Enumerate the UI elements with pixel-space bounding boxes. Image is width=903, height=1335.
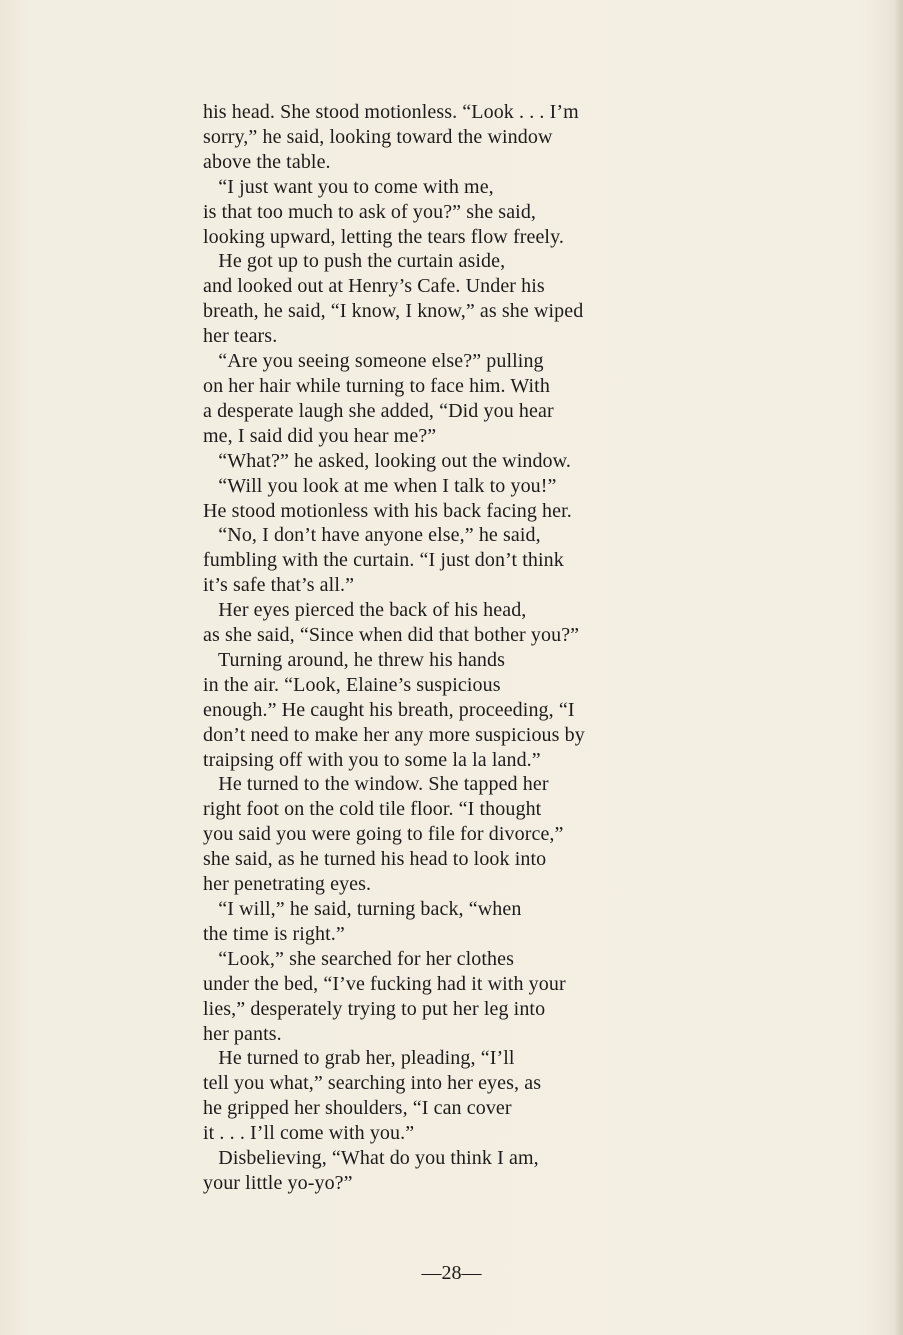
text-line: her pants. bbox=[203, 1022, 282, 1045]
text-line: right foot on the cold tile floor. “I thought bbox=[203, 798, 542, 821]
text-line: He turned to the window. She tapped her bbox=[203, 773, 549, 796]
text-line: Her eyes pierced the back of his head, bbox=[203, 599, 527, 622]
text-line: her tears. bbox=[203, 325, 278, 348]
text-line: on her hair while turning to face him. With bbox=[203, 374, 550, 397]
text-line: traipsing off with you to some la la land.” bbox=[203, 748, 541, 771]
text-line: as she said, “Since when did that bother you?” bbox=[203, 624, 580, 647]
text-line: Turning around, he threw his hands bbox=[203, 648, 506, 671]
text-line: her penetrating eyes. bbox=[203, 873, 372, 896]
text-line: “Are you seeing someone else?” pulling bbox=[203, 350, 544, 373]
text-line: tell you what,” searching into her eyes, as bbox=[203, 1072, 542, 1095]
text-line: lies,” desperately trying to put her leg into bbox=[203, 997, 546, 1020]
text-line: the time is right.” bbox=[203, 922, 345, 945]
text-line: “I just want you to come with me, bbox=[203, 175, 494, 198]
text-line: “No, I don’t have anyone else,” he said, bbox=[203, 524, 541, 547]
text-line: “What?” he asked, looking out the window. bbox=[203, 449, 572, 472]
text-line: you said you were going to file for divorce,” bbox=[203, 823, 564, 846]
text-line: under the bed, “I’ve fucking had it with your bbox=[203, 972, 566, 995]
text-line: above the table. bbox=[203, 150, 331, 173]
body-text bbox=[203, 100, 703, 1196]
text-line: me, I said did you hear me?” bbox=[203, 424, 437, 447]
text-line: he gripped her shoulders, “I can cover bbox=[203, 1097, 512, 1120]
text-line: she said, as he turned his head to look into bbox=[203, 848, 547, 871]
text-line: enough.” He caught his breath, proceeding, “I bbox=[203, 698, 575, 721]
text-line: “Look,” she searched for her clothes bbox=[203, 947, 514, 970]
text-line: his head. She stood motionless. “Look . . . I’m bbox=[203, 101, 579, 123]
page-number: —28— bbox=[421, 1262, 482, 1284]
text-line: breath, he said, “I know, I know,” as she wiped bbox=[203, 300, 584, 323]
text-line: it’s safe that’s all.” bbox=[203, 574, 355, 597]
text-line: a desperate laugh she added, “Did you hear bbox=[203, 399, 554, 422]
text-line: “I will,” he said, turning back, “when bbox=[203, 898, 522, 920]
text-line: it . . . I’ll come with you.” bbox=[203, 1122, 415, 1145]
text-line: don’t need to make her any more suspicious by bbox=[203, 723, 585, 746]
text-line: and looked out at Henry’s Cafe. Under his bbox=[203, 275, 545, 298]
text-line: Disbelieving, “What do you think I am, bbox=[203, 1147, 539, 1170]
text-line: your little yo-yo?” bbox=[203, 1171, 353, 1194]
text-line: He stood motionless with his back facing her. bbox=[203, 499, 572, 522]
text-line: fumbling with the curtain. “I just don’t think bbox=[203, 549, 564, 572]
text-line: sorry,” he said, looking toward the window bbox=[203, 125, 553, 148]
text-line: in the air. “Look, Elaine’s suspicious bbox=[203, 673, 501, 696]
page-edge-shadow bbox=[893, 0, 903, 1335]
text-line: He got up to push the curtain aside, bbox=[203, 250, 506, 273]
text-line: He turned to grab her, pleading, “I’ll bbox=[203, 1047, 515, 1070]
text-line: looking upward, letting the tears flow freely. bbox=[203, 225, 564, 248]
text-line: is that too much to ask of you?” she said, bbox=[203, 200, 537, 223]
text-line: “Will you look at me when I talk to you!” bbox=[203, 474, 557, 497]
